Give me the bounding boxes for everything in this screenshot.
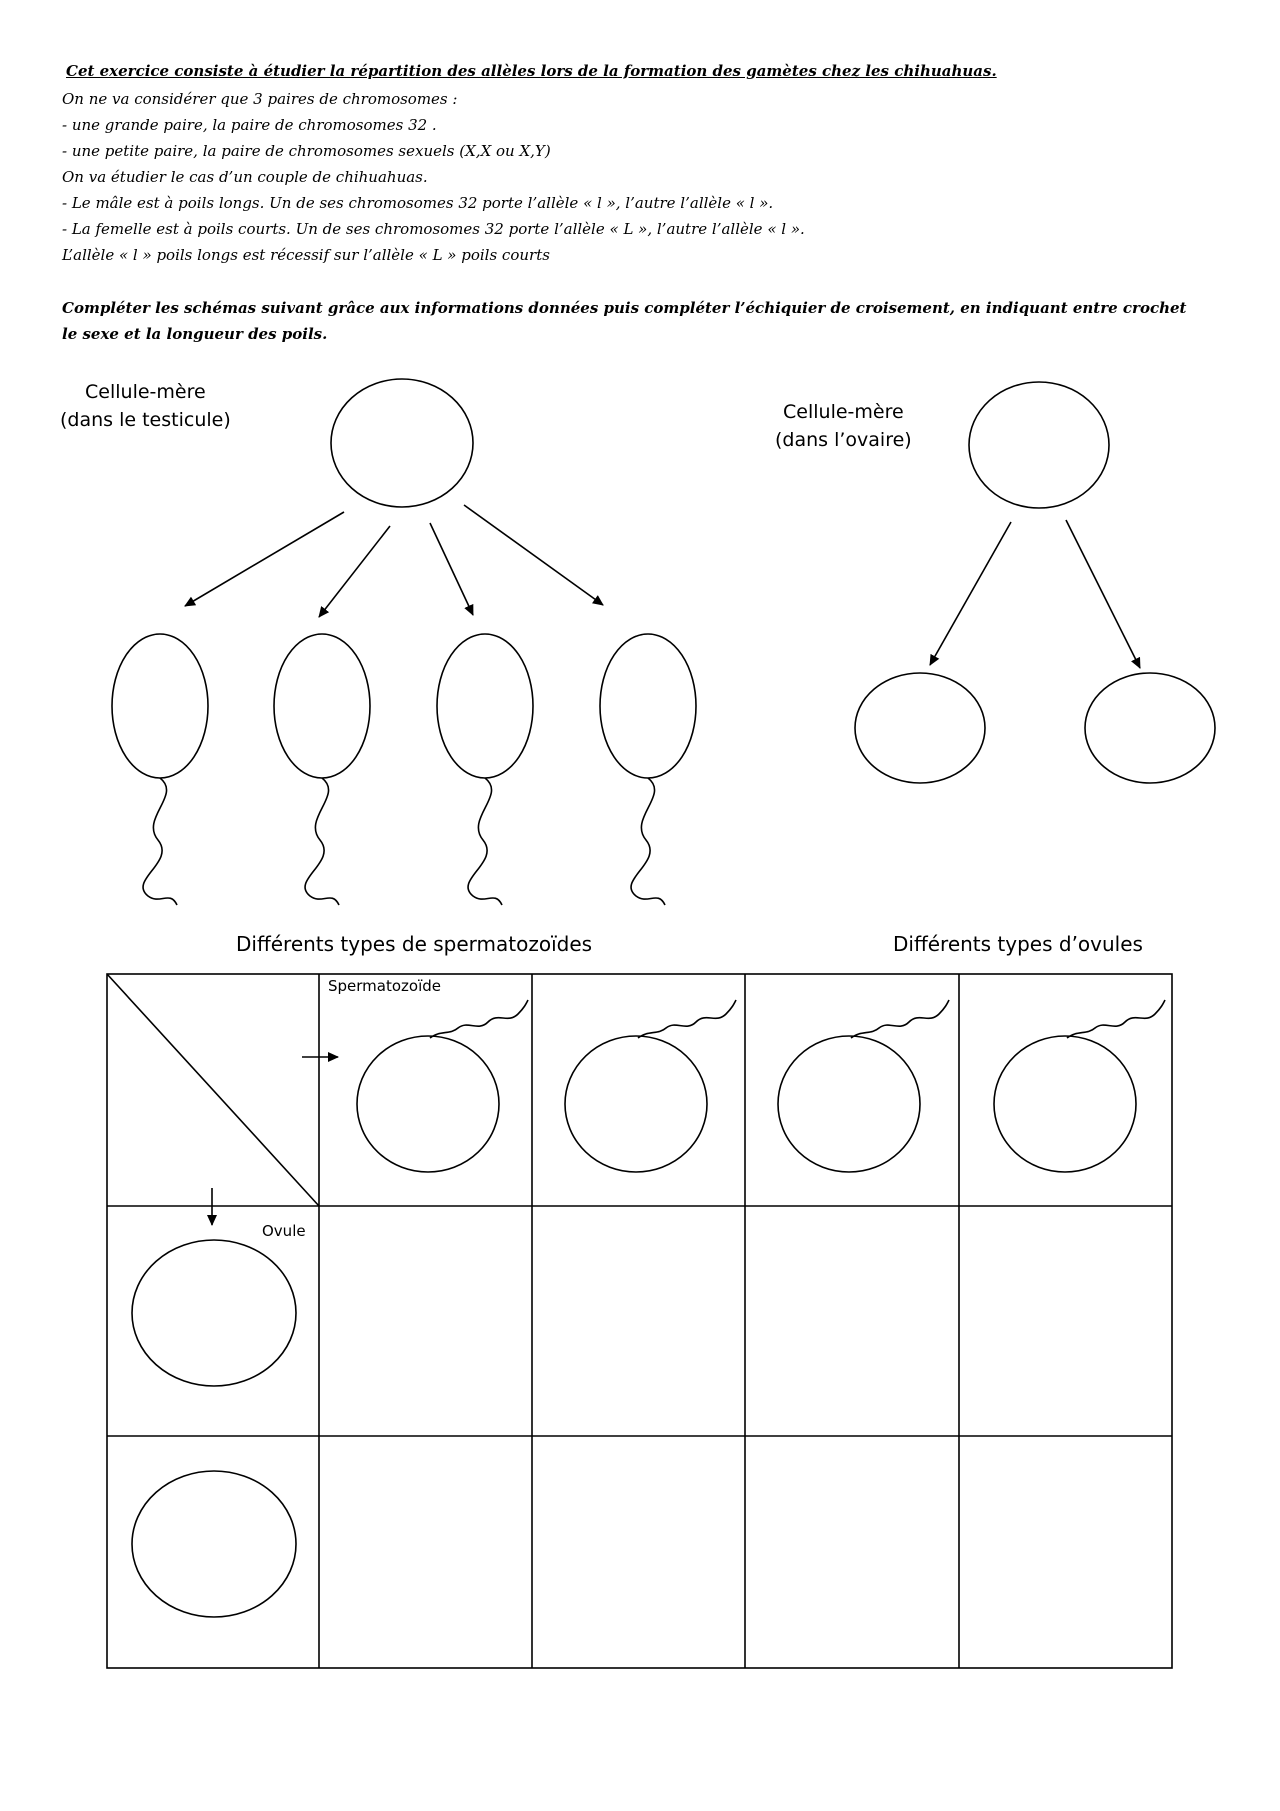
intro-line: - La femelle est à poils courts. Un de ses chromosomes 32 porte l’allèle « L », l’autre l’allèle « l ». — [62, 220, 805, 238]
label-line: (dans le testicule) — [60, 409, 231, 431]
arrow — [319, 526, 390, 617]
intro-line: On ne va considérer que 3 paires de chromosomes : — [62, 90, 458, 108]
grid-ovule — [132, 1240, 296, 1386]
grid-spermatozoon — [778, 1000, 949, 1172]
label-line: Cellule-mère — [85, 381, 206, 403]
arrow — [430, 523, 473, 615]
grid-spermatozoon — [357, 1000, 528, 1172]
ovule-label: Ovule — [262, 1222, 306, 1240]
arrow — [464, 505, 603, 605]
grid-ovule — [132, 1471, 296, 1617]
male-mother-cell — [331, 379, 473, 507]
sperm-label: Spermatozoïde — [328, 977, 442, 995]
crossing-grid — [107, 974, 1172, 1668]
intro-line: On va étudier le cas d’un couple de chihuahuas. — [62, 168, 428, 186]
label-line: Cellule-mère — [783, 401, 904, 423]
exercise-title: Cet exercice consiste à étudier la répartition des allèles lors de la formation des gamètes chez les chihuahuas. — [66, 62, 997, 80]
intro-line: - une grande paire, la paire de chromosomes 32 . — [62, 116, 437, 134]
grid-spermatozoon — [565, 1000, 736, 1172]
intro-line: - une petite paire, la paire de chromosomes sexuels (X,X ou X,Y) — [62, 142, 551, 160]
intro-line: L’allèle « l » poils longs est récessif sur l’allèle « L » poils courts — [62, 246, 550, 264]
instruction-text: Compléter les schémas suivant grâce aux informations données puis compléter l’échiquier de croisement, en indiquant entre crochet le sexe et la longueur des poils. — [62, 299, 1187, 343]
ovule-types-heading: Différents types d’ovules — [893, 932, 1143, 956]
arrow — [185, 512, 344, 606]
label-line: (dans l’ovaire) — [775, 429, 912, 451]
female-mother-cell — [969, 382, 1109, 508]
ovule — [855, 673, 985, 783]
spermatozoon — [600, 634, 696, 905]
spermatozoon — [112, 634, 208, 905]
arrow — [1066, 520, 1140, 668]
grid-spermatozoon — [994, 1000, 1165, 1172]
sperm-types-heading: Différents types de spermatozoïdes — [236, 932, 593, 956]
ovule — [1085, 673, 1215, 783]
spermatozoon — [274, 634, 370, 905]
arrow — [930, 522, 1011, 665]
spermatozoon — [437, 634, 533, 905]
intro-line: - Le mâle est à poils longs. Un de ses chromosomes 32 porte l’allèle « l », l’autre l’allèle « l ». — [62, 194, 774, 212]
